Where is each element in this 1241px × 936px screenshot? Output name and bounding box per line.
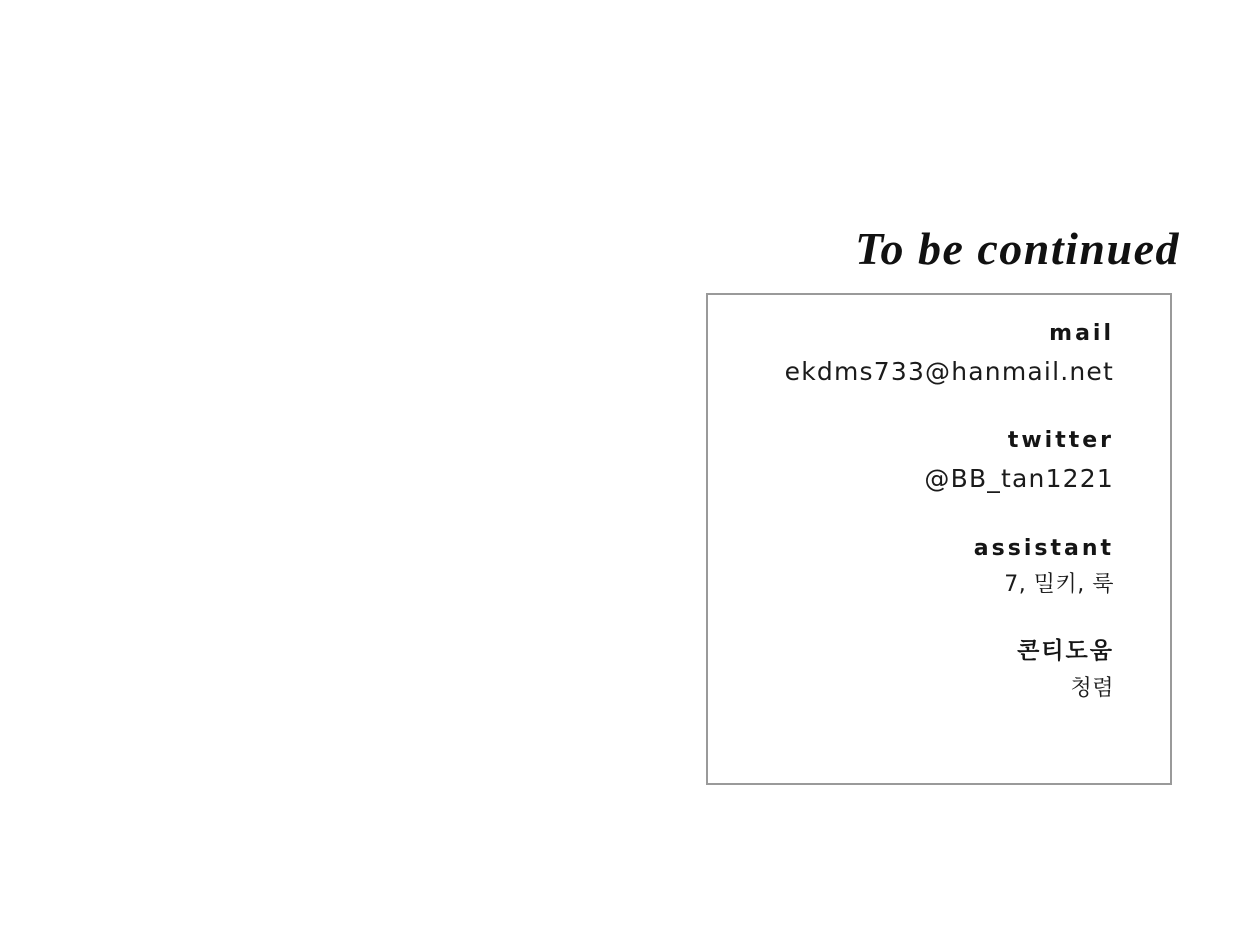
page-title: To be continued	[855, 223, 1180, 274]
credits-box	[706, 293, 1172, 785]
credit-entry-twitter	[732, 424, 1114, 497]
credit-entry-assistant	[732, 532, 1114, 601]
credit-label-twitter: twitter	[1007, 428, 1114, 454]
credit-label-assistant: assistant	[973, 535, 1114, 561]
credit-value-twitter: @BB_tan1221	[924, 464, 1114, 494]
credit-entry-storyboard-help	[732, 634, 1114, 704]
credit-value-mail: ekdms733@hanmail.net	[784, 357, 1114, 386]
credit-entry-mail	[732, 317, 1114, 390]
credit-label-storyboard-help: 콘티도움	[1017, 638, 1114, 665]
credit-value-assistant: 7, 밀키, 룩	[1004, 571, 1114, 597]
credit-label-mail: mail	[1049, 321, 1114, 346]
credit-value-storyboard-help: 청렴	[1070, 675, 1114, 701]
credits-list	[708, 295, 1170, 783]
